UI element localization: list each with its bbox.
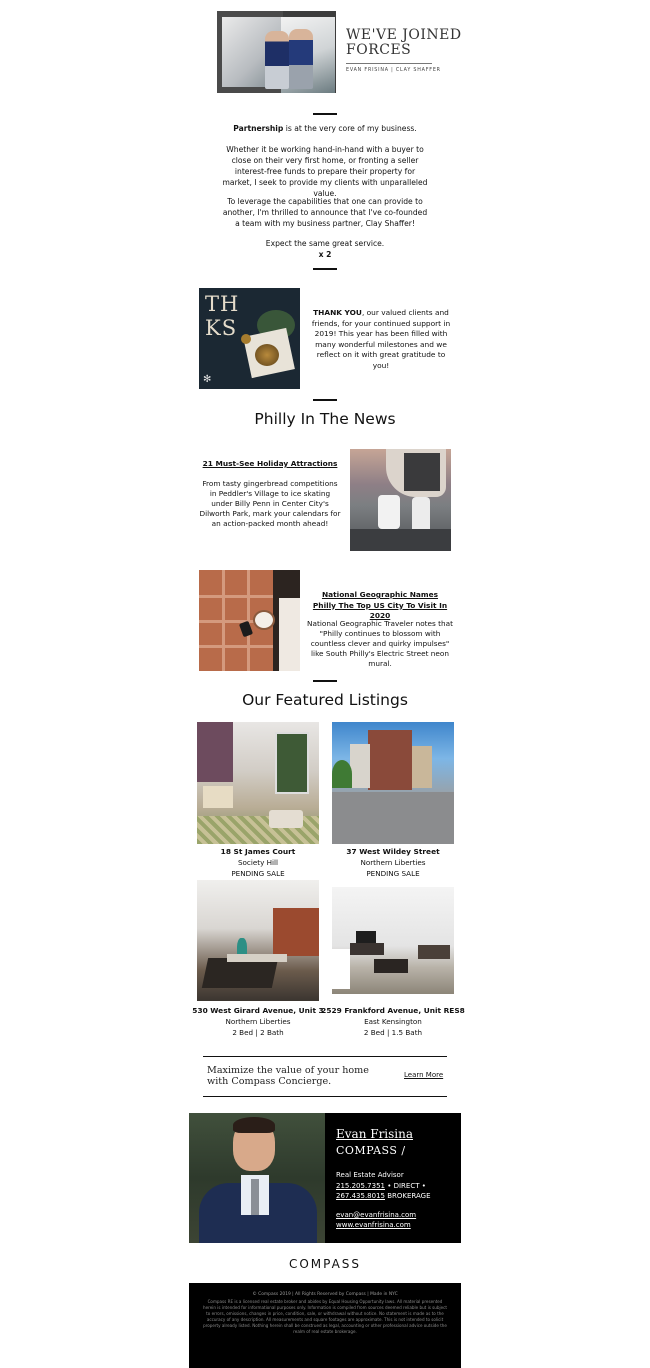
divider xyxy=(313,268,337,270)
intro-paragraph-5: x 2 xyxy=(318,250,332,259)
listing-4-beds: 2 Bed | 1.5 Bath xyxy=(363,1028,423,1037)
thanks-text xyxy=(308,308,454,371)
divider xyxy=(313,680,337,682)
agent-phone-direct-label: • DIRECT • xyxy=(385,1182,426,1190)
listing-4-neighborhood: East Kensington xyxy=(364,1017,422,1026)
listings-heading: Our Featured Listings xyxy=(242,691,408,709)
agent-phone-brokerage-label: BROKERAGE xyxy=(385,1192,431,1200)
news-heading: Philly In The News xyxy=(254,410,396,428)
intro-paragraph-2: Whether it be working hand-in-hand with a buyer to close on their very first home, or fronting a seller interest-free funds to prepare their property for market, I seek to provide my clients with unparalleled value. xyxy=(222,145,428,198)
compass-logo[interactable]: COMPASS xyxy=(288,1257,362,1271)
header-subtitle: EVAN FRISINA | CLAY SHAFFER xyxy=(346,68,441,73)
concierge-rule-bottom xyxy=(203,1096,447,1097)
listing-4-address[interactable]: 2529 Frankford Avenue, Unit RES8 xyxy=(321,1006,465,1015)
news-item-2-image[interactable] xyxy=(199,570,300,671)
news-item-1-body: From tasty gingerbread competitions in Peddler's Village to ice skating under Billy Penn in Center City's Dilworth Park, mark your calendars for an action-packed month ahead! xyxy=(199,479,341,528)
footer-copyright: © Compass 2019 | All Rights Reserved by Compass | Made in NYC xyxy=(252,1292,398,1297)
footer-block xyxy=(189,1283,461,1368)
intro-paragraph-1 xyxy=(220,123,430,134)
thanks-image: TH KS ✻ xyxy=(199,288,300,389)
agent-phone-brokerage[interactable]: 267.435.8015 xyxy=(336,1192,385,1200)
footer-legal: Compass RE is a licensed real estate broker and abides by Equal Housing Opportunity laws. All material presented herein is intended for informational purposes only. Information is compiled from sources deemed reliable but is subject to errors, omissions, changes in price, condition, sale, or withdrawal without notice. No statement is made as to the accuracy of any description. All measurements and square footages are approximate. This is not intended to solicit property already listed. Nothing herein shall be construed as legal, accounting or other professional advice outside the realm of real estate brokerage. xyxy=(202,1299,447,1334)
learn-more-link[interactable]: Learn More xyxy=(404,1071,444,1079)
listing-3-address[interactable]: 530 West Girard Avenue, Unit 3 xyxy=(192,1006,324,1015)
agent-email[interactable]: evan@evanfrisina.com xyxy=(336,1211,417,1219)
news-item-1-title[interactable]: 21 Must-See Holiday Attractions xyxy=(202,459,338,468)
listing-1-address[interactable]: 18 St James Court xyxy=(220,847,296,856)
news-item-2-body: National Geographic Traveler notes that "Philly continues to blossom with countless clever and quirky impulses" like South Philly's Electric Street neon mural. xyxy=(307,619,453,668)
intro-bold: Partnership xyxy=(233,124,284,133)
listing-2-status: PENDING SALE xyxy=(366,869,420,878)
agent-card xyxy=(189,1113,461,1243)
listing-1-neighborhood: Society Hill xyxy=(237,858,279,867)
news-item-1-image[interactable] xyxy=(350,449,451,551)
header-title: WE'VE JOINED FORCES xyxy=(346,27,462,58)
listing-2-address[interactable]: 37 West Wildey Street xyxy=(346,847,440,856)
listing-1-image[interactable] xyxy=(197,722,319,844)
agent-website[interactable]: www.evanfrisina.com xyxy=(336,1221,411,1229)
agent-name[interactable]: Evan Frisina xyxy=(336,1127,414,1141)
news-item-2-title[interactable]: National Geographic Names Philly The Top US City To Visit In 2020 xyxy=(312,590,448,620)
agent-phone-row-1 xyxy=(336,1182,426,1190)
divider xyxy=(313,399,337,401)
thanks-image-text-top: TH xyxy=(205,292,240,316)
thanks-rest: , our valued clients and friends, for your continued support in 2019! This year has been filled with many wonderful milestones and we reflect on it with great gratitude to you! xyxy=(311,308,451,370)
intro-paragraph-4: Expect the same great service. xyxy=(265,239,385,248)
listing-3-beds: 2 Bed | 2 Bath xyxy=(232,1028,284,1037)
thanks-image-text-bottom: KS xyxy=(205,316,238,340)
agent-photo xyxy=(189,1113,325,1243)
listing-3-neighborhood: Northern Liberties xyxy=(225,1017,291,1026)
listing-1-status: PENDING SALE xyxy=(231,869,285,878)
divider xyxy=(313,113,337,115)
intro-paragraph-3: To leverage the capabilities that one can provide to another, I'm thrilled to announce that I've co-founded a team with my business partner, Clay Shaffer! xyxy=(222,197,428,228)
listing-3-image[interactable] xyxy=(197,880,319,1001)
thanks-bold: THANK YOU xyxy=(313,308,362,317)
agent-phone-row-2 xyxy=(336,1192,431,1200)
intro-rest: is at the very core of my business. xyxy=(283,124,417,133)
agent-phone-direct[interactable]: 215.205.7351 xyxy=(336,1182,385,1190)
concierge-text: Maximize the value of your home with Compass Concierge. xyxy=(207,1065,369,1087)
agent-role: Real Estate Advisor xyxy=(336,1171,404,1179)
listing-4-image[interactable] xyxy=(332,887,454,994)
agent-company: COMPASS / xyxy=(336,1144,406,1157)
header-rule xyxy=(346,63,432,64)
concierge-rule-top xyxy=(203,1056,447,1057)
listing-2-neighborhood: Northern Liberties xyxy=(360,858,426,867)
header-photo xyxy=(217,11,336,93)
listing-2-image[interactable] xyxy=(332,722,454,844)
